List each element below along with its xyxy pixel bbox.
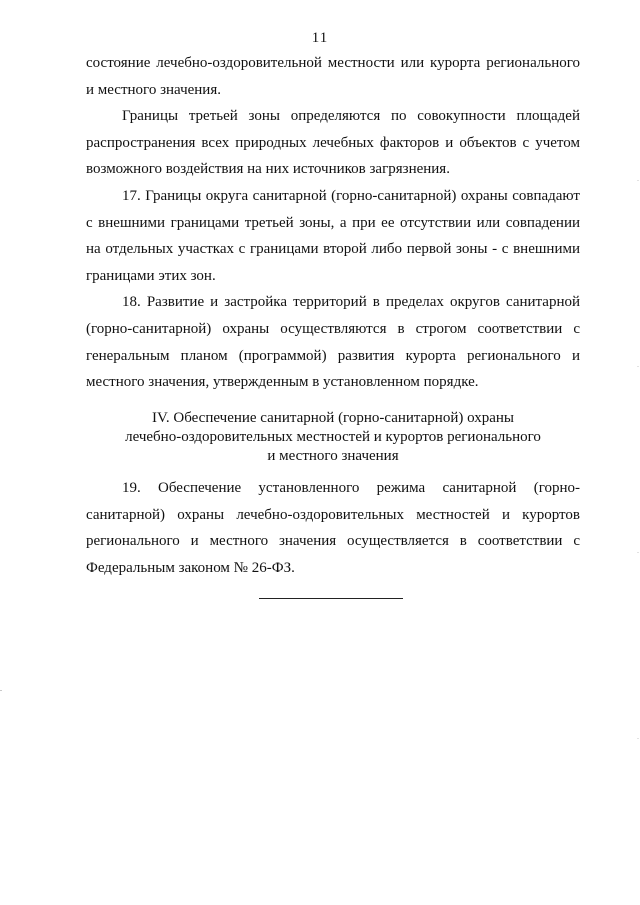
section-heading-line-2: лечебно-оздоровительных местностей и курортов регионального [125, 429, 541, 445]
paragraph-continuation-line-2: и местного значения. [86, 81, 221, 98]
scan-edge-left [0, 0, 2, 905]
section-heading [86, 409, 580, 466]
section-19-text [86, 475, 580, 581]
paragraph-19: 19. Обеспечение установленного режима санитарной (горно-санитарной) охраны лечебно-оздоровительных местностей и курортов регионального и местного значения осуществляется в соответствии с Федеральным законом № 26-ФЗ. [86, 480, 580, 576]
paragraph-17: 17. Границы округа санитарной (горно-санитарной) охраны совпадают с внешними границами третьей зоны, а при ее отсутствии или совпадении на отдельных участках с границами второй либо первой зоны - с внешними границами этих зон. [86, 187, 580, 284]
paragraph-continuation-line-1: состояние лечебно-оздоровительной местности или курорта регионального [86, 55, 580, 71]
section-heading-line-3: и местного значения [267, 448, 399, 464]
page-number: 11 [311, 30, 329, 46]
scan-edge-right [637, 0, 639, 905]
paragraph-18: 18. Развитие и застройка территорий в пределах округов санитарной (горно-санитарной) охраны осуществляются в строгом соответствии с генеральным планом (программой) развития курорта регионального и местного значения, утвержденным в установленном порядке. [86, 294, 580, 391]
end-of-document-rule [259, 598, 403, 599]
section-heading-line-1: IV. Обеспечение санитарной (горно-санитарной) охраны [151, 410, 514, 426]
paragraph-third-zone: Границы третьей зоны определяются по совокупности площадей распространения всех природных лечебных факторов и объектов с учетом возможного воздействия на них источников загрязнения. [86, 108, 580, 178]
body-text [86, 50, 580, 396]
